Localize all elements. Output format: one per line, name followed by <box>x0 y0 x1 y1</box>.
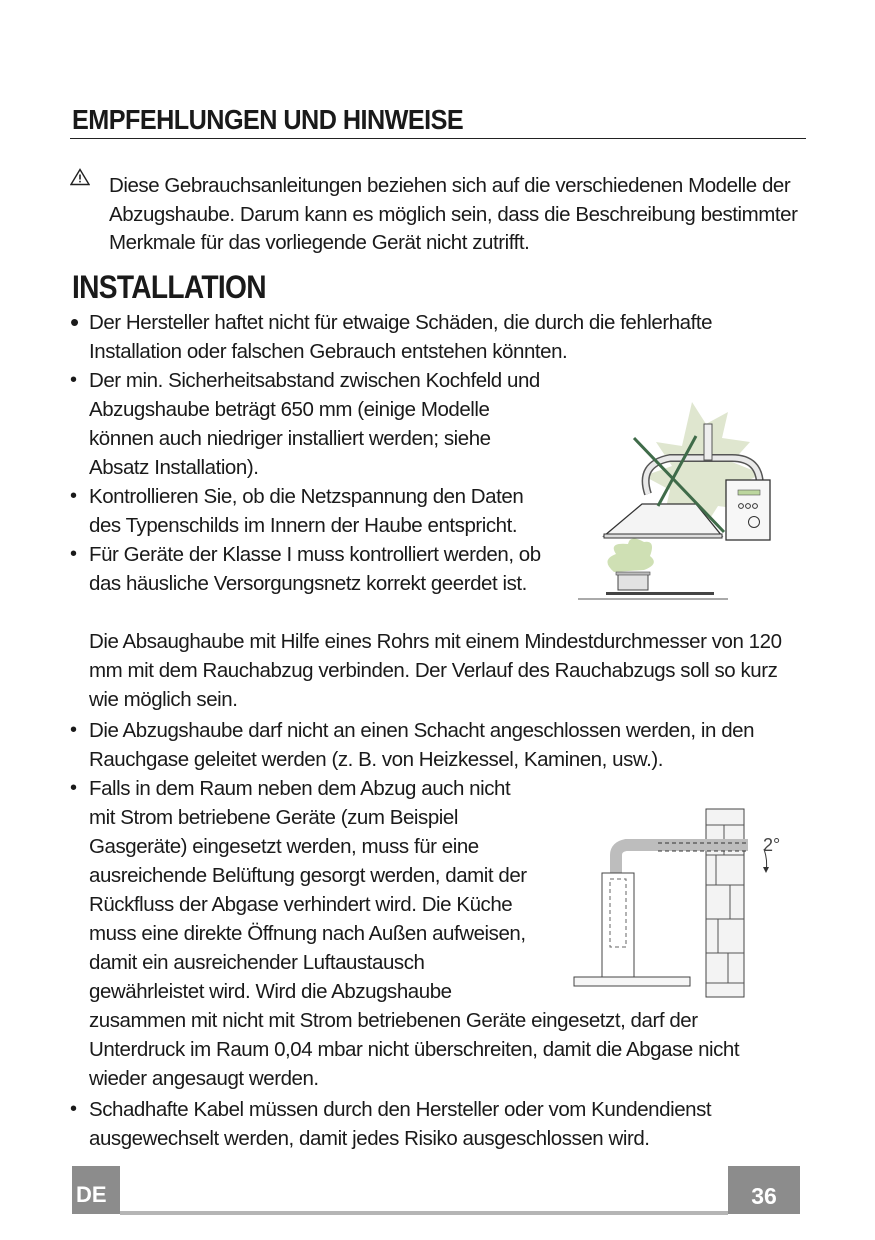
bullet-marker: • <box>70 543 78 565</box>
list-item: Die Absaughaube mit Hilfe eines Rohrs mit einem Mindestdurchmesser von 120 mm mit dem Rauchabzug verbinden. Der Verlauf des Rauchabzugs soll so kurz wie möglich sein. <box>89 630 782 711</box>
list-item: Der min. Sicherheitsabstand zwischen Kochfeld und Abzugshaube beträgt 650 mm (einige Modelle können auch niedriger installiert werden; siehe Absatz Installation). <box>89 369 540 479</box>
duct-angle-label: 2° <box>763 835 781 855</box>
list-item: Falls in dem Raum neben dem Abzug auch nicht mit Strom betriebene Geräte (zum Beispiel Gasgeräte) eingesetzt werden, muss für eine ausreichende Belüftung gesorgt werden, damit der Rückfluss der Abgase verhindert wird. Die Küche muss eine direkte Öffnung nach Außen aufweisen, damit ein ausreichender Luftaustausch gewährleistet wird. Wird die Abzugshaube zusammen mit nicht mit Strom betriebenen Geräte eingesetzt, darf der Unterdruck im Raum 0,04 mbar nicht überschreiten, damit die Abgase nicht wieder angesaugt werden. <box>89 774 789 1093</box>
notice-text: Diese Gebrauchsanleitungen beziehen sich auf die verschiedenen Modelle der Abzugshaube. Darum kann es möglich sein, dass die Beschreibung bestimmter Merkmale für das vorliegende Gerät nicht zutrifft. <box>109 174 798 254</box>
bullet-marker: • <box>70 777 78 799</box>
bullet-marker: • <box>70 719 78 741</box>
page-number: 36 <box>728 1166 800 1214</box>
hood-warning-illustration <box>572 394 772 604</box>
bullet-marker: • <box>70 485 78 507</box>
bullet-marker: • <box>70 1098 78 1120</box>
duct-slope-illustration <box>570 805 792 1001</box>
section-heading-installation: INSTALLATION <box>72 269 266 305</box>
language-badge: DE <box>72 1166 120 1214</box>
list-item: Der Hersteller haftet nicht für etwaige Schäden, die durch die fehlerhafte Installation oder falschen Gebrauch entstehen könnten. <box>89 311 713 363</box>
warning-triangle-icon <box>70 168 90 186</box>
bullet-marker: • <box>70 369 78 391</box>
heading-divider <box>70 138 806 139</box>
list-item: Kontrollieren Sie, ob die Netzspannung den Daten des Typenschilds im Innern der Haube entspricht. <box>89 485 524 537</box>
bullet-marker: • <box>70 307 80 337</box>
list-item: Die Abzugshaube darf nicht an einen Schacht angeschlossen werden, in den Rauchgase geleitet werden (z. B. von Heizkessel, Kaminen, usw.). <box>89 719 755 771</box>
list-item: Für Geräte der Klasse I muss kontrolliert werden, ob das häusliche Versorgungsnetz korrekt geerdet ist. <box>89 543 541 595</box>
list-item: Schadhafte Kabel müssen durch den Hersteller oder vom Kundendienst ausgewechselt werden, damit jedes Risiko ausgeschlossen wird. <box>89 1098 712 1150</box>
page-heading: EMPFEHLUNGEN UND HINWEISE <box>72 104 464 135</box>
footer-bar <box>120 1211 728 1215</box>
